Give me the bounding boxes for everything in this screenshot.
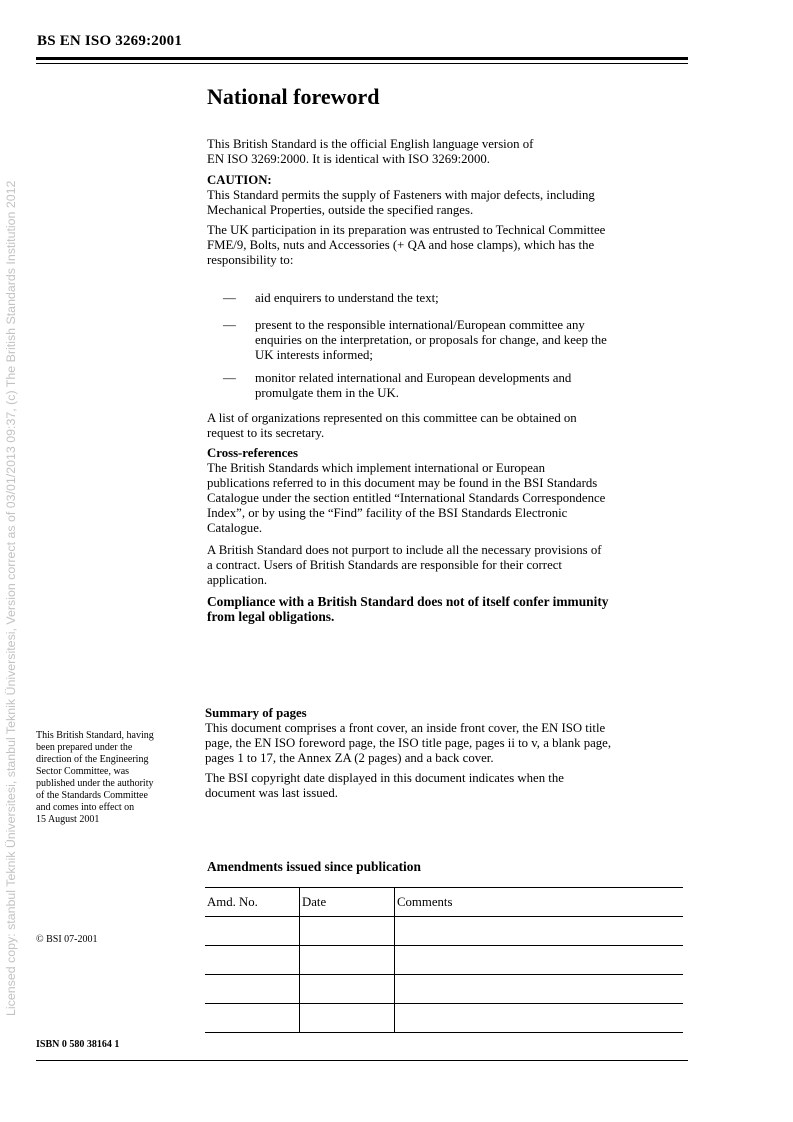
text-line: This British Standard is the official English language version of [207, 137, 534, 151]
dash-bullet: — [223, 318, 236, 332]
page-title: National foreword [207, 84, 380, 109]
text-line: a contract. Users of British Standards are responsible for their correct [207, 558, 562, 572]
cross-references-heading: Cross-references [207, 446, 298, 460]
table-cell [205, 1004, 300, 1033]
text-line: publications referred to in this document may be found in the BSI Standards [207, 476, 598, 490]
table-cell [300, 975, 395, 1004]
table-row [205, 917, 683, 946]
organizations-paragraph [207, 411, 689, 441]
text-line: monitor related international and European developments and [255, 371, 572, 385]
text-line: been prepared under the [36, 742, 133, 753]
table-cell [205, 975, 300, 1004]
text-line: Mechanical Properties, outside the specified ranges. [207, 203, 474, 217]
license-watermark: Licensed copy: stanbul Teknik Üniversitesi, stanbul Teknik Üniversitesi, Version correct as of 03/01/2013 09:37, (c) The British Standards Institution 2012 [4, 180, 18, 1016]
text-line: request to its secretary. [207, 426, 325, 440]
text-line: document was last issued. [205, 786, 338, 800]
provisions-paragraph [207, 543, 689, 588]
document-code: BS EN ISO 3269:2001 [37, 33, 183, 49]
summary-heading: Summary of pages [205, 706, 307, 720]
table-cell [395, 946, 684, 975]
table-cell [205, 917, 300, 946]
caution-block [207, 173, 689, 218]
text-line: A British Standard does not purport to include all the necessary provisions of [207, 543, 602, 557]
text-line: This Standard permits the supply of Fasteners with major defects, including [207, 188, 595, 202]
text-line: This British Standard, having [36, 730, 154, 741]
dash-bullet: — [223, 371, 236, 385]
header-rule-thin [36, 63, 688, 64]
text-line: The British Standards which implement international or European [207, 461, 545, 475]
table-row [205, 1004, 683, 1033]
column-header-date: Date [300, 888, 395, 917]
text-line: published under the authority [36, 778, 154, 789]
copyright-notice: © BSI 07-2001 [36, 934, 98, 945]
table-cell [205, 946, 300, 975]
text-line: Compliance with a British Standard does not of itself confer immunity [207, 594, 609, 609]
text-line: A list of organizations represented on this committee can be obtained on [207, 411, 577, 425]
text-line: page, the EN ISO foreword page, the ISO title page, pages ii to v, a blank page, [205, 736, 612, 750]
text-line: Sector Committee, was [36, 766, 130, 777]
text-line: application. [207, 573, 268, 587]
compliance-statement [207, 594, 689, 624]
table-cell [300, 1004, 395, 1033]
text-line: promulgate them in the UK. [255, 386, 399, 400]
text-line: Index”, or by using the “Find” facility of the BSI Standards Electronic [207, 506, 568, 520]
uk-participation-paragraph [207, 223, 689, 268]
text-line: pages 1 to 17, the Annex ZA (2 pages) and a back cover. [205, 751, 494, 765]
isbn: ISBN 0 580 38164 1 [36, 1039, 120, 1050]
text-line: The BSI copyright date displayed in this document indicates when the [205, 771, 564, 785]
table-row [205, 975, 683, 1004]
dash-bullet: — [223, 291, 236, 305]
table-cell [300, 917, 395, 946]
amendments-table [205, 887, 683, 1033]
cross-references-section [207, 446, 689, 536]
table-row [205, 946, 683, 975]
column-header-amd-no: Amd. No. [205, 888, 300, 917]
publication-note [36, 730, 196, 826]
table-header-row [205, 888, 683, 917]
text-line: FME/9, Bolts, nuts and Accessories (+ QA and hose clamps), which has the [207, 238, 595, 252]
summary-of-pages [205, 706, 687, 766]
text-line: responsibility to: [207, 253, 294, 267]
table-cell [395, 975, 684, 1004]
intro-paragraph [207, 137, 689, 167]
text-line: This document comprises a front cover, an inside front cover, the EN ISO title [205, 721, 606, 735]
copyright-date-note [205, 771, 687, 801]
text-line: Catalogue under the section entitled “International Standards Correspondence [207, 491, 606, 505]
text-line: The UK participation in its preparation was entrusted to Technical Committee [207, 223, 606, 237]
amendments-heading: Amendments issued since publication [207, 859, 421, 874]
text-line: present to the responsible international/European committee any [255, 318, 585, 332]
text-line: from legal obligations. [207, 609, 335, 624]
text-line: Catalogue. [207, 521, 263, 535]
caution-heading: CAUTION: [207, 173, 272, 187]
table-cell [395, 917, 684, 946]
footer-rule [36, 1060, 688, 1061]
text-line: enquiries on the interpretation, or proposals for change, and keep the [255, 333, 607, 347]
table-cell [395, 1004, 684, 1033]
text-line: aid enquirers to understand the text; [255, 291, 439, 305]
table-cell [300, 946, 395, 975]
column-header-comments: Comments [395, 888, 684, 917]
text-line: EN ISO 3269:2000. It is identical with ISO 3269:2000. [207, 152, 490, 166]
text-line: UK interests informed; [255, 348, 373, 362]
text-line: of the Standards Committee [36, 790, 148, 801]
header-rule-thick [36, 57, 688, 60]
text-line: direction of the Engineering [36, 754, 149, 765]
text-line: 15 August 2001 [36, 814, 100, 825]
text-line: and comes into effect on [36, 802, 135, 813]
